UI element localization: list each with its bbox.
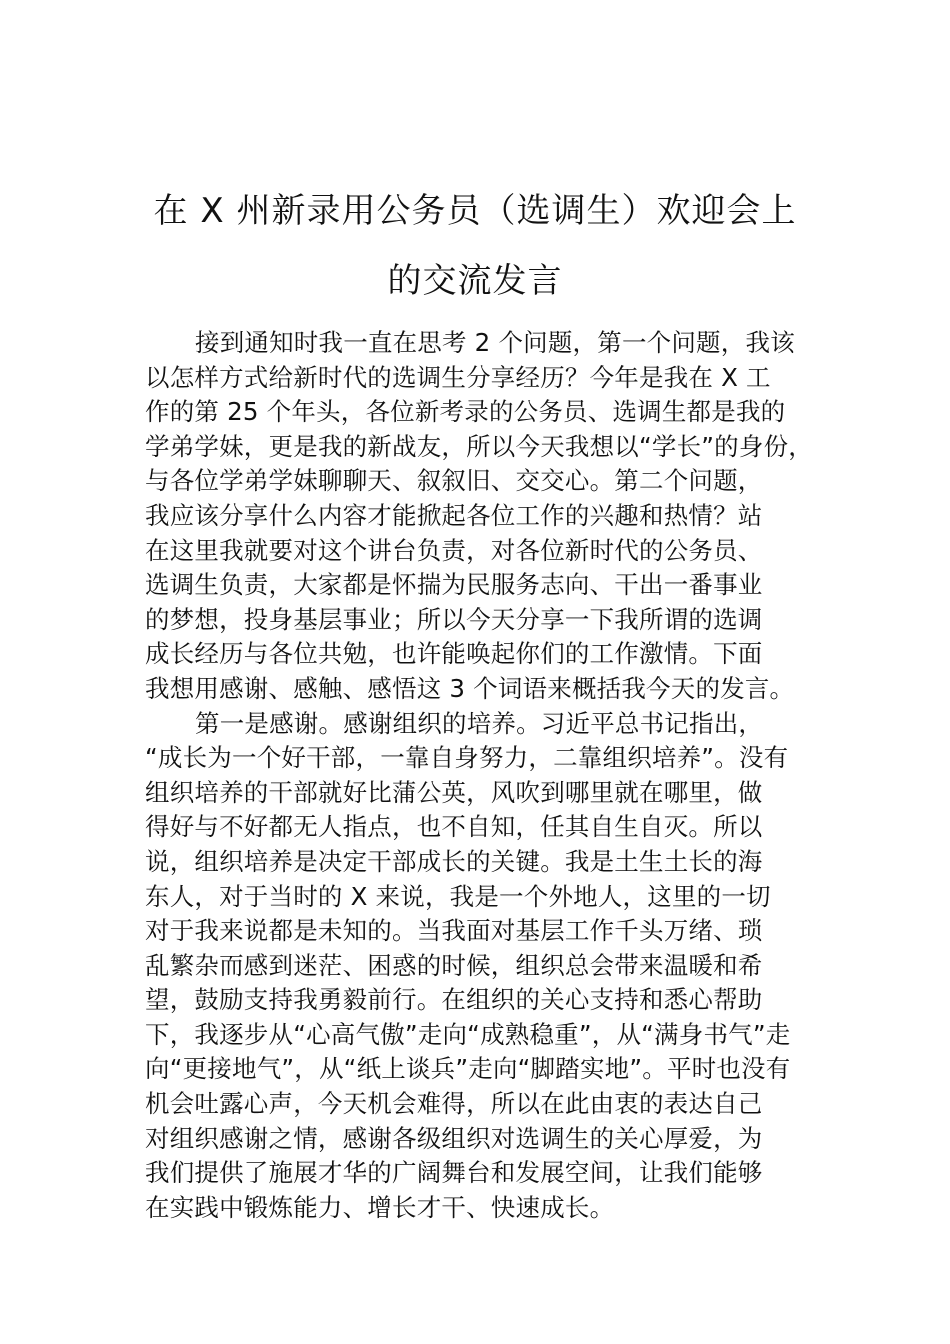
document-title-line-2: 的交流发言 [387,260,563,301]
paragraph-line: 下，我逐步从“心高气傲”走向“成熟稳重”，从“满身书气”走 [145,1019,791,1049]
paragraph-line: “成长为一个好干部，一靠自身努力，二靠组织培养”。没有 [145,743,789,773]
paragraph-line: 在实践中锻炼能力、增长才干、快速成长。 [145,1192,615,1222]
paragraph-line: 组织培养的干部就好比蒲公英，风吹到哪里就在哪里，做 [145,777,763,807]
paragraph-line: 在这里我就要对这个讲台负责，对各位新时代的公务员、 [145,535,763,565]
paragraph-line: 向“更接地气”，从“纸上谈兵”走向“脚踏实地”。平时也没有 [145,1054,791,1084]
paragraph-line: 说，组织培养是决定干部成长的关键。我是土生土长的海 [145,846,763,876]
paragraph-line: 乱繁杂而感到迷茫、困惑的时候，组织总会带来温暖和希 [145,950,763,980]
paragraph-line: 机会吐露心声，今天机会难得，所以在此由衷的表达自己 [145,1089,763,1119]
paragraph-line: 对于我来说都是未知的。当我面对基层工作千头万绪、琐 [145,916,763,946]
paragraph-line: 与各位学弟学妹聊聊天、叙叙旧、交交心。第二个问题， [145,466,763,496]
paragraph-line: 作的第 25 个年头，各位新考录的公务员、选调生都是我的 [145,397,786,427]
paragraph-line: 选调生负责，大家都是怀揣为民服务志向、干出一番事业 [145,570,763,600]
paragraph-line: 成长经历与各位共勉，也许能唤起你们的工作激情。下面 [145,639,763,669]
paragraph-line: 第一是感谢。感谢组织的培养。习近平总书记指出， [195,708,764,738]
paragraph-line: 东人，对于当时的 X 来说，我是一个外地人，这里的一切 [145,881,771,911]
paragraph-line: 学弟学妹，更是我的新战友，所以今天我想以“学长”的身份， [145,431,813,461]
paragraph-line: 我们提供了施展才华的广阔舞台和发展空间，让我们能够 [145,1158,763,1188]
paragraph-line: 的梦想，投身基层事业；所以今天分享一下我所谓的选调 [145,604,763,634]
paragraph-line: 望，鼓励支持我勇毅前行。在组织的关心支持和悉心帮助 [145,985,763,1015]
paragraph-line: 我想用感谢、感触、感悟这 3 个词语来概括我今天的发言。 [145,673,795,703]
paragraph-gratitude [145,707,845,1226]
document-title-line-1: 在 X 州新录用公务员（选调生）欢迎会上 [153,190,797,231]
paragraph-line: 以怎样方式给新时代的选调生分享经历？今年是我在 X 工 [145,362,771,392]
paragraph-line: 得好与不好都无人指点，也不自知，任其自生自灭。所以 [145,812,763,842]
paragraph-line: 我应该分享什么内容才能掀起各位工作的兴趣和热情？站 [145,500,763,530]
paragraph-line: 对组织感谢之情，感谢各级组织对选调生的关心厚爱，为 [145,1123,763,1153]
paragraph-line: 接到通知时我一直在思考 2 个问题，第一个问题，我该 [195,328,795,357]
paragraph-intro [145,326,845,707]
document-body [145,326,845,1225]
